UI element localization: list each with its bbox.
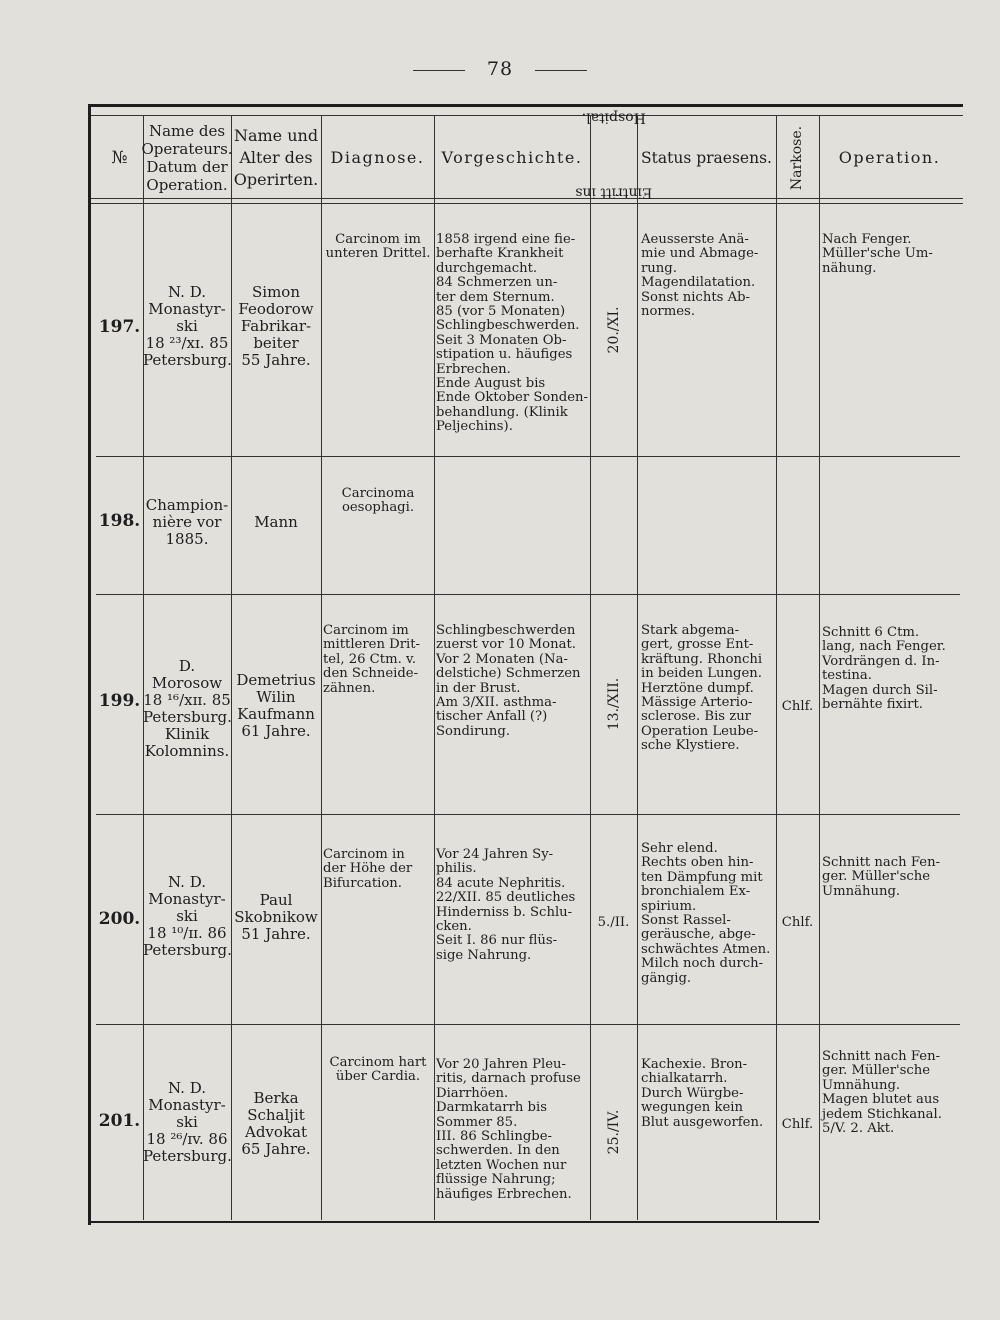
header-patient-text [234, 125, 319, 191]
text-line: Kolomnins. [144, 742, 230, 760]
header-number-text: № [111, 148, 128, 168]
text-line: spirium. [641, 898, 697, 914]
text-line: ter dem Sternum. [436, 289, 555, 305]
column-divider [590, 116, 591, 1220]
text-line: Carcinom im [323, 623, 409, 638]
text-line: Kachexie. Bron- [641, 1057, 748, 1072]
operator-cell [143, 658, 231, 760]
text-line: Schlingbeschwerden [436, 623, 576, 638]
header-narkose [776, 116, 819, 200]
header-operator [143, 116, 231, 200]
header-eintritt [575, 109, 652, 201]
text-line: tel, 26 Ctm. v. [323, 651, 417, 667]
text-line: Sommer 85. [436, 1114, 518, 1130]
text-line: Petersburg. [143, 1147, 232, 1165]
text-line: häufiges Erbrechen. [436, 1186, 572, 1202]
text-line: Fabrikar- [240, 317, 312, 335]
text-line: Wilin [256, 688, 296, 706]
text-line: Magen blutet aus [822, 1092, 940, 1108]
status-cell [641, 842, 774, 986]
text-line: Herztöne dumpf. [641, 680, 754, 696]
eintritt-cell: 25./IV. [606, 1109, 622, 1155]
header-vorgeschichte-text: Vorgeschichte. [441, 148, 583, 167]
operation-cell [822, 1050, 958, 1136]
text-line: Rechts oben hin- [641, 855, 754, 871]
text-line: gert, grosse Ent- [641, 637, 754, 653]
text-line: cken. [436, 919, 472, 935]
text-line: Vor 20 Jahren Pleu- [436, 1057, 567, 1072]
operation-cell [822, 626, 958, 712]
text-line: Seit I. 86 nur flüs- [436, 933, 558, 949]
header-line: Name und [233, 126, 319, 145]
text-line: Berka [253, 1089, 299, 1107]
text-line: Simon [252, 283, 300, 301]
header-operation-text: Operation. [838, 148, 941, 167]
text-line: ritis, darnach profuse [436, 1071, 581, 1087]
header-line: Datum der [146, 158, 228, 176]
text-line: Mann [254, 513, 298, 531]
text-line: geräusche, abge- [641, 927, 756, 943]
header-eintritt-text [575, 85, 652, 231]
text-line: Demetrius [236, 671, 316, 689]
text-line: in der Brust. [436, 680, 521, 696]
column-divider [434, 116, 435, 1220]
text-line: 84 Schmerzen un- [436, 275, 558, 291]
operation-cell [822, 233, 958, 276]
text-line: Nach Fenger. [822, 232, 912, 247]
text-line: der Höhe der [323, 861, 413, 877]
entry-number: 201. [98, 1111, 141, 1131]
header-diagnose [321, 116, 434, 200]
text-line: mittleren Drit- [323, 637, 420, 653]
eintritt-cell: 20./XI. [606, 306, 622, 354]
patient-cell [231, 892, 321, 943]
eintritt-cell: 5./II. [597, 915, 630, 930]
text-line: unteren Drittel. [325, 246, 431, 262]
narkose-cell: Chlf. [781, 915, 814, 930]
text-line: durchgemacht. [436, 260, 538, 276]
text-line: 55 Jahre. [241, 351, 311, 369]
status-cell [641, 233, 774, 319]
text-line: 5/V. 2. Akt. [822, 1121, 895, 1137]
header-line: Alter des [239, 148, 313, 167]
text-line: Klinik [164, 725, 210, 743]
entry-number: 198. [98, 511, 141, 531]
text-line: wegungen kein [641, 1100, 743, 1116]
entry-number: 200. [98, 909, 141, 929]
header-patient [231, 116, 321, 200]
text-line: lang, nach Fenger. [822, 639, 946, 655]
text-line: Magendilatation. [641, 275, 756, 291]
vorgeschichte-cell [436, 1058, 588, 1202]
text-line: 18 ²³/xɪ. 85 [145, 334, 229, 352]
text-line: schwerden. In den [436, 1143, 560, 1159]
text-line: 18 ¹⁰/ɪɪ. 86 [147, 924, 227, 942]
header-operation [819, 116, 960, 200]
text-line: Müller'sche Um- [822, 246, 933, 262]
text-line: Skobnikow [234, 908, 318, 926]
text-line: Carcinom im [335, 232, 421, 247]
text-line: gängig. [641, 970, 692, 986]
header-vorgeschichte [434, 116, 590, 200]
text-line: 18 ¹⁶/xɪɪ. 85 [143, 691, 231, 709]
header-bottom-rule-double [91, 203, 963, 204]
header-line: Operateurs. [141, 140, 233, 158]
text-line: Aeusserste Anä- [641, 232, 749, 247]
text-line: sige Nahrung. [436, 947, 532, 963]
text-line: Sonst Rassel- [641, 913, 731, 929]
text-line: Umnähung. [822, 1077, 901, 1093]
column-divider [776, 116, 777, 1220]
text-line: Ende Oktober Sonden- [436, 390, 589, 406]
narkose-cell: Chlf. [781, 1117, 814, 1132]
text-line: Petersburg. [143, 941, 232, 959]
text-line: mie und Abmage- [641, 246, 759, 262]
text-line: ski [176, 1113, 198, 1131]
table-bottom-rule [91, 1221, 819, 1223]
operator-cell [143, 284, 231, 369]
diagnose-cell [323, 848, 433, 891]
text-line: Durch Würgbe- [641, 1085, 744, 1101]
text-line: philis. [436, 861, 477, 877]
text-line: oesophagi. [341, 500, 415, 516]
page-number-dash-left [413, 70, 465, 71]
text-line: sclerose. Bis zur [641, 709, 751, 725]
text-line: delstiche) Schmerzen [436, 666, 581, 682]
text-line: stipation u. häufiges [436, 347, 573, 363]
text-line: Kaufmann [237, 705, 315, 723]
text-line: kräftung. Rhonchi [641, 651, 763, 667]
page-number-dash-right [535, 70, 587, 71]
text-line: nière vor [152, 513, 222, 531]
text-line: Umnähung. [822, 883, 901, 899]
text-line: ski [176, 907, 198, 925]
text-line: 65 Jahre. [241, 1140, 311, 1158]
text-line: 84 acute Nephritis. [436, 875, 566, 891]
text-line: Sondirung. [436, 723, 511, 739]
text-line: Sehr elend. [641, 841, 718, 856]
page-number-text: 78 [486, 58, 514, 80]
text-line: Petersburg. [143, 708, 232, 726]
header-narkose-text: Narkose. [789, 125, 806, 191]
text-line: jedem Stichkanal. [822, 1106, 942, 1122]
header-line: Eintritt ins [575, 184, 652, 201]
text-line: in beiden Lungen. [641, 666, 762, 682]
text-line: ger. Müller'sche [822, 869, 931, 885]
text-line: Blut ausgeworfen. [641, 1114, 764, 1130]
page-number [0, 58, 1000, 80]
text-line: ger. Müller'sche [822, 1063, 931, 1079]
text-line: Schnitt nach Fen- [822, 855, 941, 870]
text-line: 61 Jahre. [241, 722, 311, 740]
text-line: Schnitt nach Fen- [822, 1049, 941, 1064]
text-line: 51 Jahre. [241, 925, 311, 943]
operation-cell [822, 856, 958, 899]
text-line: Magen durch Sil- [822, 682, 938, 698]
text-line: bronchialem Ex- [641, 884, 751, 900]
text-line: Milch noch durch- [641, 956, 764, 972]
header-number [96, 116, 143, 200]
diagnose-cell [323, 487, 433, 516]
text-line: Hinderniss b. Schlu- [436, 904, 573, 920]
column-divider [231, 116, 232, 1220]
text-line: N. D. [168, 1079, 206, 1097]
text-line: zähnen. [323, 680, 376, 696]
text-line: Petersburg. [143, 351, 232, 369]
operator-cell [143, 1080, 231, 1165]
text-line: Champion- [145, 496, 229, 514]
text-line: Erbrechen. [436, 361, 511, 377]
status-cell [641, 1058, 774, 1130]
text-line: Peljechins). [436, 419, 513, 435]
text-line: Diarrhöen. [436, 1085, 509, 1101]
text-line: über Cardia. [335, 1069, 421, 1085]
text-line: Monastyr- [148, 1096, 226, 1114]
text-line: D. Morosow [151, 657, 223, 692]
patient-cell [231, 514, 321, 531]
text-line: rung. [641, 260, 677, 276]
text-line: N. D. [168, 283, 206, 301]
header-line: Operirten. [233, 170, 319, 189]
operator-cell [143, 497, 231, 548]
vorgeschichte-cell [436, 624, 588, 739]
vorgeschichte-cell [436, 233, 588, 435]
text-line: Paul [259, 891, 293, 909]
text-line: Stark abgema- [641, 623, 740, 638]
entry-number: 199. [98, 691, 141, 711]
text-line: Vor 2 Monaten (Na- [436, 651, 568, 667]
status-cell [641, 624, 774, 754]
text-line: den Schneide- [323, 666, 419, 682]
vorgeschichte-cell [436, 848, 588, 963]
column-divider [637, 116, 638, 1220]
header-status [637, 116, 776, 200]
header-line: Name des [148, 122, 226, 140]
header-diagnose-text: Diagnose. [330, 148, 425, 167]
text-line: testina. [822, 668, 872, 684]
text-line: Monastyr- [148, 300, 226, 318]
text-line: Vordrängen d. In- [822, 653, 940, 669]
operator-cell [143, 874, 231, 959]
header-status-text: Status praesens. [641, 149, 772, 167]
text-line: Sonst nichts Ab- [641, 289, 750, 305]
narkose-cell: Chlf. [781, 699, 814, 714]
text-line: zuerst vor 10 Monat. [436, 637, 576, 653]
header-operator-text [141, 122, 232, 194]
text-line: sche Klystiere. [641, 738, 740, 754]
entry-number: 197. [98, 317, 141, 337]
text-line: schwächtes Atmen. [641, 941, 771, 957]
eintritt-cell: 13./XII. [606, 677, 622, 731]
text-line: Bifurcation. [323, 875, 402, 891]
text-line: letzten Wochen nur [436, 1157, 567, 1173]
text-line: Vor 24 Jahren Sy- [436, 847, 554, 862]
patient-cell [231, 284, 321, 369]
header-line: Operation. [146, 176, 228, 194]
text-line: tischer Anfall (?) [436, 709, 548, 725]
patient-cell [231, 672, 321, 740]
text-line: Monastyr- [148, 890, 226, 908]
text-line: Ende August bis [436, 376, 546, 392]
text-line: 1885. [165, 530, 209, 548]
text-line: Darmkatarrh bis [436, 1100, 547, 1116]
text-line: III. 86 Schlingbe- [436, 1129, 552, 1145]
text-line: Advokat [245, 1123, 307, 1141]
text-line: beiter [253, 334, 299, 352]
text-line: N. D. [168, 873, 206, 891]
text-line: Mässige Arterio- [641, 695, 753, 711]
text-line: flüssige Nahrung; [436, 1172, 556, 1188]
diagnose-cell [323, 624, 433, 696]
text-line: Schaljit [247, 1106, 305, 1124]
text-line: behandlung. (Klinik [436, 404, 568, 420]
text-line: Seit 3 Monaten Ob- [436, 332, 567, 348]
text-line: Operation Leube- [641, 723, 759, 739]
text-line: 1858 irgend eine fie- [436, 232, 576, 247]
column-divider [321, 116, 322, 1220]
diagnose-cell [323, 233, 433, 262]
text-line: Feodorow [238, 300, 314, 318]
column-divider [819, 116, 820, 1220]
patient-cell [231, 1090, 321, 1158]
text-line: ski [176, 317, 198, 335]
row-divider [96, 594, 960, 595]
diagnose-cell [323, 1056, 433, 1085]
text-line: nähung. [822, 260, 877, 276]
text-line: berhafte Krankheit [436, 246, 564, 262]
row-divider [96, 1024, 960, 1025]
text-line: chialkatarrh. [641, 1071, 728, 1087]
text-line: 85 (vor 5 Monaten) [436, 304, 566, 320]
text-line: Am 3/XII. asthma- [436, 695, 557, 711]
text-line: 22/XII. 85 deutliches [436, 890, 576, 906]
row-divider [96, 814, 960, 815]
text-line: Carcinom in [323, 847, 405, 862]
header-line: Hospital. [581, 109, 646, 126]
text-line: Carcinom hart [329, 1055, 427, 1070]
text-line: Carcinoma [341, 486, 415, 501]
text-line: normes. [641, 304, 696, 320]
text-line: Schnitt 6 Ctm. [822, 625, 920, 640]
row-divider [96, 456, 960, 457]
text-line: 18 ²⁶/ɪv. 86 [146, 1130, 228, 1148]
text-line: Schlingbeschwerden. [436, 318, 580, 334]
text-line: bernähte fixirt. [822, 697, 923, 713]
text-line: ten Dämpfung mit [641, 869, 763, 885]
